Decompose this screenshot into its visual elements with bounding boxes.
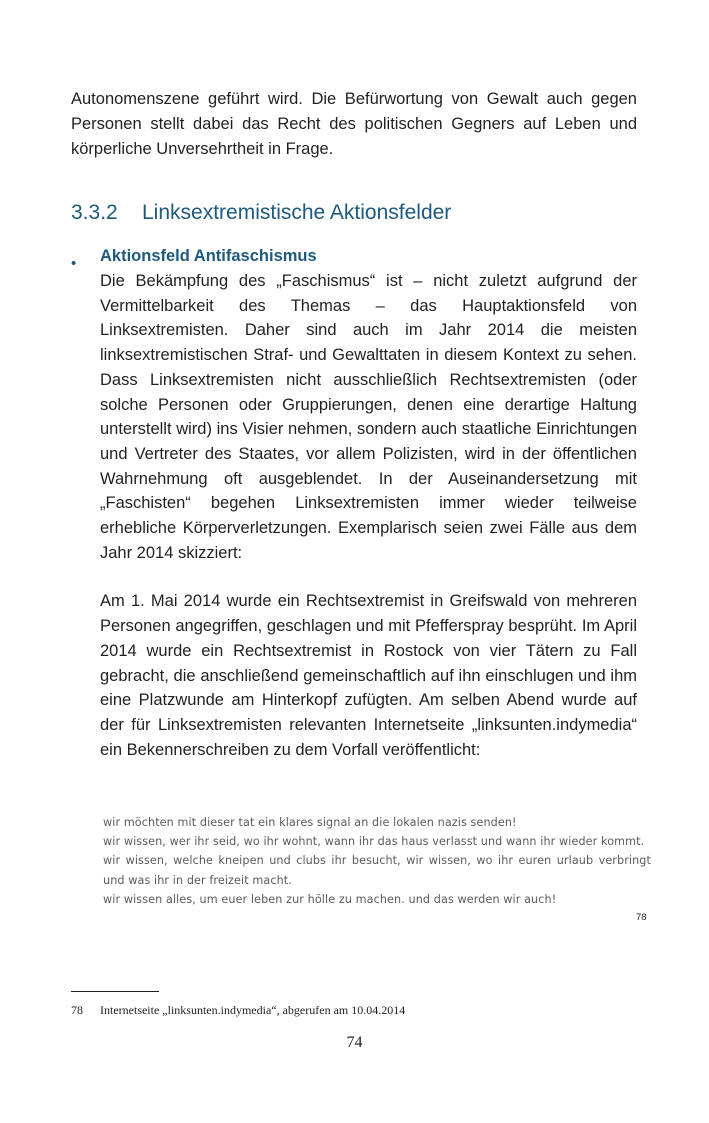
page-number: 74 [346,1034,363,1051]
quote-line: wir möchten mit dieser tat ein klares signal an die lokalen nazis senden! [103,816,517,829]
bullet-item [100,244,637,762]
section-title: Linksextremistische Aktionsfelder [142,201,452,224]
intro-paragraph: Autonomenszene geführt wird. Die Befürwortung von Gewalt auch gegen Personen stellt dabei das Recht des politischen Gegners auf Leben und körperliche Unversehrtheit in Frage. [71,90,637,158]
quoted-statement [103,813,651,909]
section-heading [71,198,637,228]
quote-line: wir wissen, welche kneipen und clubs ihr besucht, wir wissen, wo ihr euren urlaub verbringt und was ihr in der freizeit macht. [103,854,651,887]
quote-line: wir wissen, wer ihr seid, wo ihr wohnt, wann ihr das haus verlasst und wann ihr wieder kommt. [103,835,645,849]
footnote [71,1002,637,1018]
section-number: 3.3.2 [71,201,118,224]
footnote-text: Internetseite „linksunten.indymedia“, abgerufen am 10.04.2014 [100,1003,406,1017]
quote-line: wir wissen alles, um euer leben zur hölle zu machen. und das werden wir auch! [103,892,557,906]
footnote-number: 78 [71,1003,83,1017]
footnote-divider [71,991,159,992]
body-paragraph-1: Die Bekämpfung des „Faschismus“ ist – nicht zuletzt aufgrund der Vermittelbarkeit des Themas – das Hauptaktionsfeld von Linksextremisten. Daher sind auch im Jahr 2014 die meisten linksextremistischen Straf- und Gewalttaten in diesem Kontext zu sehen. Dass Linksextremisten nicht ausschließlich Rechtsextremisten (oder solche Personen oder Gruppierungen, denen eine derartige Haltung unterstellt wird) ins Visier nehmen, sondern auch staatliche Einrichtungen und Vertreter des Staates, vor allem Polizisten, wird in der öffentlichen Wahrnehmung oft ausgeblendet. In der Auseinandersetzung mit „Faschisten“ begehen Linksextremisten immer wieder teilweise erhebliche Körperverletzungen. Exemplarisch seien zwei Fälle aus dem Jahr 2014 skizziert: [100,272,637,562]
bullet-marker: • [71,255,77,272]
bullet-title: Aktionsfeld Antifaschismus [100,247,317,265]
body-paragraph-2: Am 1. Mai 2014 wurde ein Rechtsextremist in Greifswald von mehreren Personen angegriffen, geschlagen und mit Pfefferspray besprüht. Im April 2014 wurde ein Rechtsextremist in Rostock von vier Tätern zu Fall gebracht, die anschließend gemeinschaftlich auf ihn einschlugen und ihm eine Platzwunde am Hinterkopf zufügten. Am selben Abend wurde auf der für Linksextremisten relevanten Internetseite „linksunten.indymedia“ ein Bekennerschreiben zu dem Vorfall veröffentlicht: [100,592,637,759]
footnote-reference: 78 [636,912,647,923]
